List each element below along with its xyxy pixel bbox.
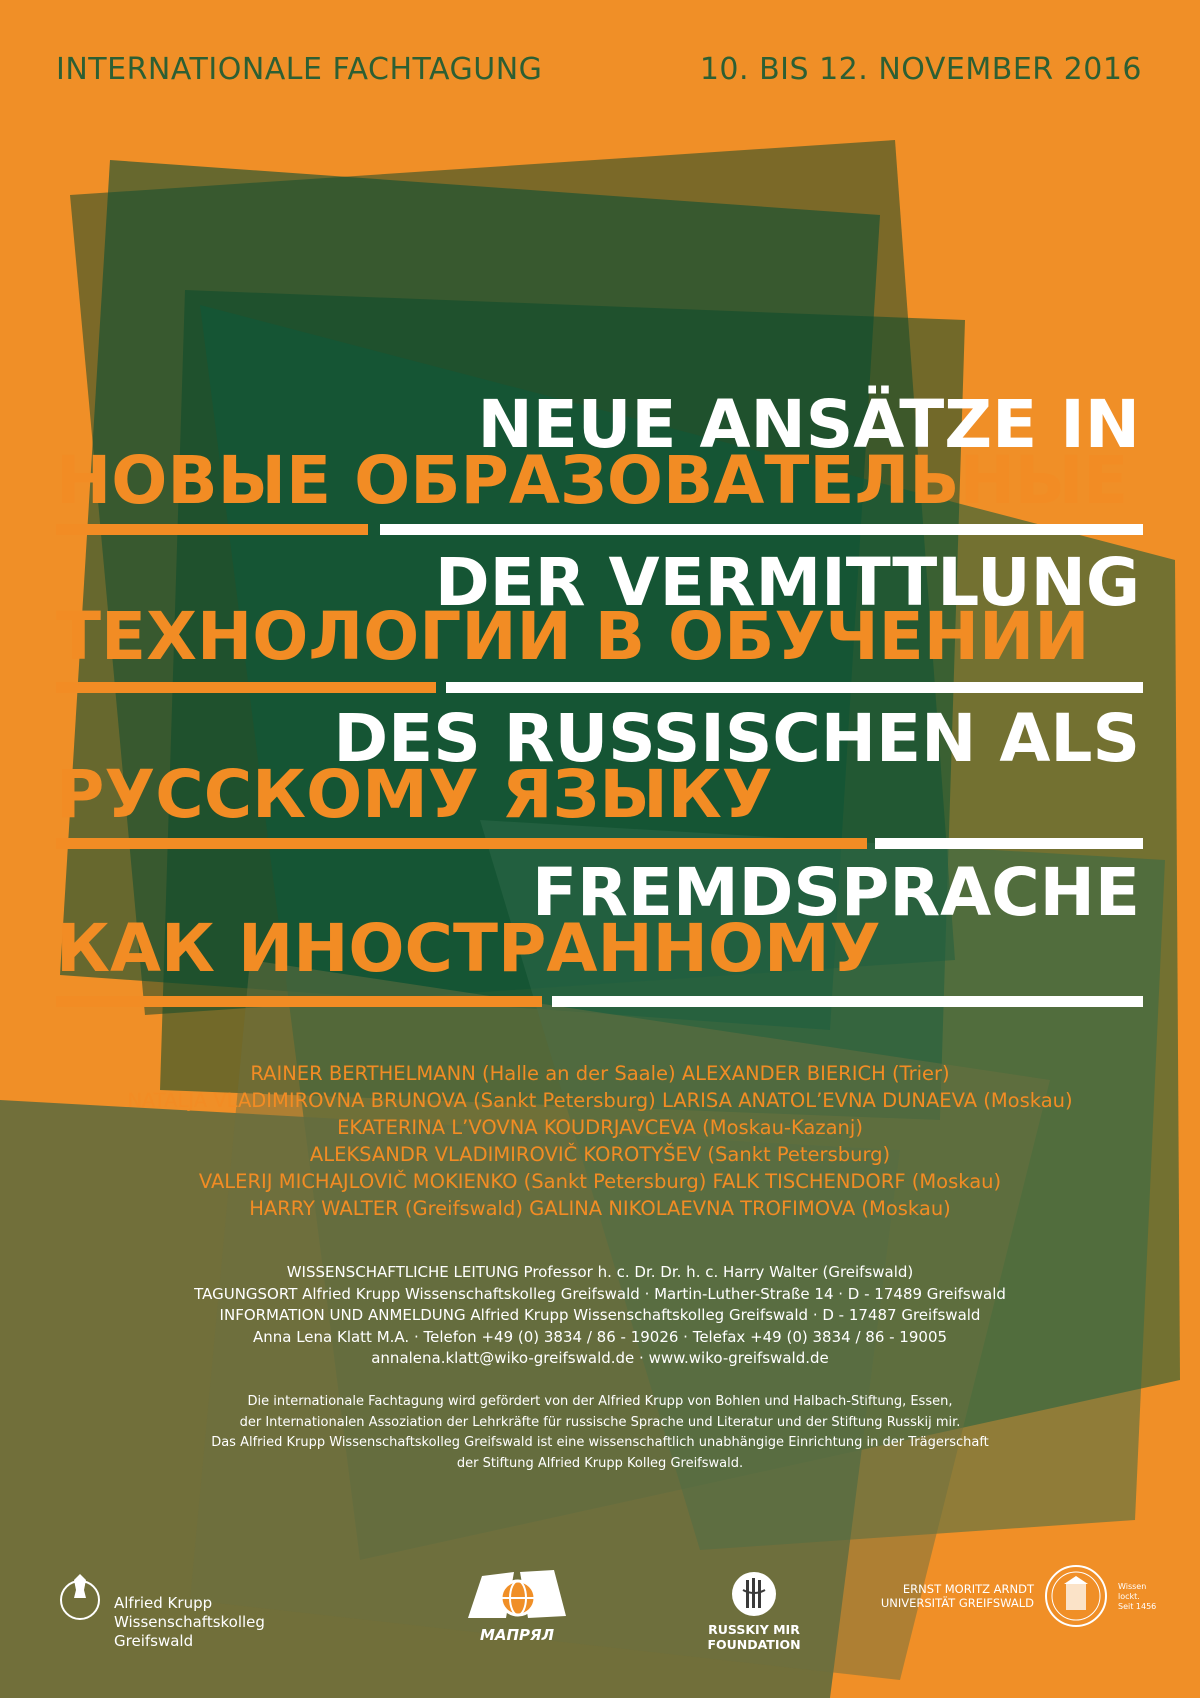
university-seal-icon (1044, 1564, 1108, 1628)
rmf-logo-text: RUSSKIY MIR FOUNDATION (707, 1622, 801, 1652)
title-bar-white-1 (380, 524, 1143, 535)
speaker-line: EKATERINA L’VOVNA KOUDRJAVCEVA (Moskau-Kazanj) (337, 1116, 863, 1139)
emau-logo (878, 1560, 1168, 1650)
funding-line: Das Alfried Krupp Wissenschaftskolleg Greifswald ist eine wissenschaftlich unabhängige Einrichtung in der Trägerschaft (211, 1435, 989, 1450)
maprjal-logo (462, 1566, 572, 1648)
event-dates: 10. BIS 12. NOVEMBER 2016 (699, 52, 1142, 87)
title-de-line-4: FREMDSPRACHE (531, 854, 1140, 931)
title-de-line-2: DER VERMITTLUNG (434, 544, 1140, 621)
title-bar-orange-4 (56, 996, 542, 1007)
funding-note (0, 1392, 1200, 1474)
emau-slogan: Wissen lockt. Seit 1456 (1118, 1582, 1157, 1611)
wiko-emblem-icon (56, 1572, 108, 1624)
title-ru-line-2: ТЕХНОЛОГИИ В ОБУЧЕНИИ (56, 598, 1090, 675)
maprjal-logo-text: МАПРЯЛ (479, 1626, 555, 1644)
title-ru-line-3: РУССКОМУ ЯЗЫКУ (56, 756, 773, 833)
title-bar-white-3 (875, 838, 1143, 849)
title-de-line-3: DES RUSSISCHEN ALS (333, 700, 1140, 777)
info-line: WISSENSCHAFTLICHE LEITUNG Professor h. c. Dr. Dr. h. c. Harry Walter (Greifswald) (286, 1263, 914, 1281)
wiko-logo (56, 1568, 356, 1650)
info-line: INFORMATION UND ANMELDUNG Alfried Krupp Wissenschaftskolleg Greifswald · D - 17487 Greifswald (219, 1306, 981, 1324)
title-bar-white-2 (446, 682, 1143, 693)
speaker-line: HARRY WALTER (Greifswald) GALINA NIKOLAEVNA TROFIMOVA (Moskau) (249, 1197, 951, 1220)
speaker-line: ALEKSANDR VLADIMIROVIČ KOROTYŠEV (Sankt Petersburg) (309, 1143, 891, 1166)
funding-line: der Internationalen Assoziation der Lehrkräfte für russische Sprache und Literatur und der Stiftung Russkij mir. (239, 1414, 961, 1430)
speakers-list (0, 1060, 1200, 1222)
rmf-emblem-icon (730, 1570, 778, 1618)
wiko-logo-text: Alfried Krupp Wissenschaftskolleg Greifswald (114, 1594, 265, 1650)
title-bar-orange-3 (56, 838, 867, 849)
rmf-logo (664, 1570, 844, 1650)
funding-line: Die internationale Fachtagung wird gefördert von der Alfried Krupp von Bohlen und Halbach-Stiftung, Essen, (247, 1394, 953, 1409)
info-line: TAGUNGSORT Alfried Krupp Wissenschaftskolleg Greifswald · Martin-Luther-Straße 14 · D - 17489 Greifswald (194, 1284, 1006, 1303)
title-bar-white-4 (552, 996, 1143, 1007)
title-ru-line-1: НОВЫЕ ОБРАЗОВАТЕЛЬНЫЕ (56, 442, 1129, 519)
speaker-line: RAINER BERTHELMANN (Halle an der Saale) ALEXANDER BIERICH (Trier) (250, 1062, 950, 1085)
organization-info (0, 1262, 1200, 1370)
info-line: annalena.klatt@wiko-greifswald.de · www.wiko-greifswald.de (371, 1349, 829, 1367)
event-type: INTERNATIONALE FACHTAGUNG (56, 52, 543, 87)
info-line: Anna Lena Klatt M.A. · Telefon +49 (0) 3834 / 86 - 19026 · Telefax +49 (0) 3834 / 86 - 19005 (252, 1327, 948, 1346)
title-bar-orange-2 (56, 682, 436, 693)
funding-line: der Stiftung Alfried Krupp Kolleg Greifswald. (456, 1455, 744, 1471)
title-bar-orange-1 (56, 524, 368, 535)
title-de-line-1: NEUE ANSÄTZE IN (477, 386, 1140, 463)
speaker-line: NATALJA VLADIMIROVNA BRUNOVA (Sankt Petersburg) LARISA ANATOL’EVNA DUNAEVA (Moskau) (127, 1089, 1073, 1112)
maprjal-emblem-icon (462, 1566, 572, 1626)
title-ru-line-4: КАК ИНОСТРАННОМУ (56, 910, 881, 987)
emau-logo-text: ERNST MORITZ ARNDT UNIVERSITÄT GREIFSWALD (880, 1582, 1034, 1610)
speaker-line: VALERIJ MICHAJLOVIČ MOKIENKO (Sankt Petersburg) FALK TISCHENDORF (Moskau) (198, 1170, 1002, 1193)
